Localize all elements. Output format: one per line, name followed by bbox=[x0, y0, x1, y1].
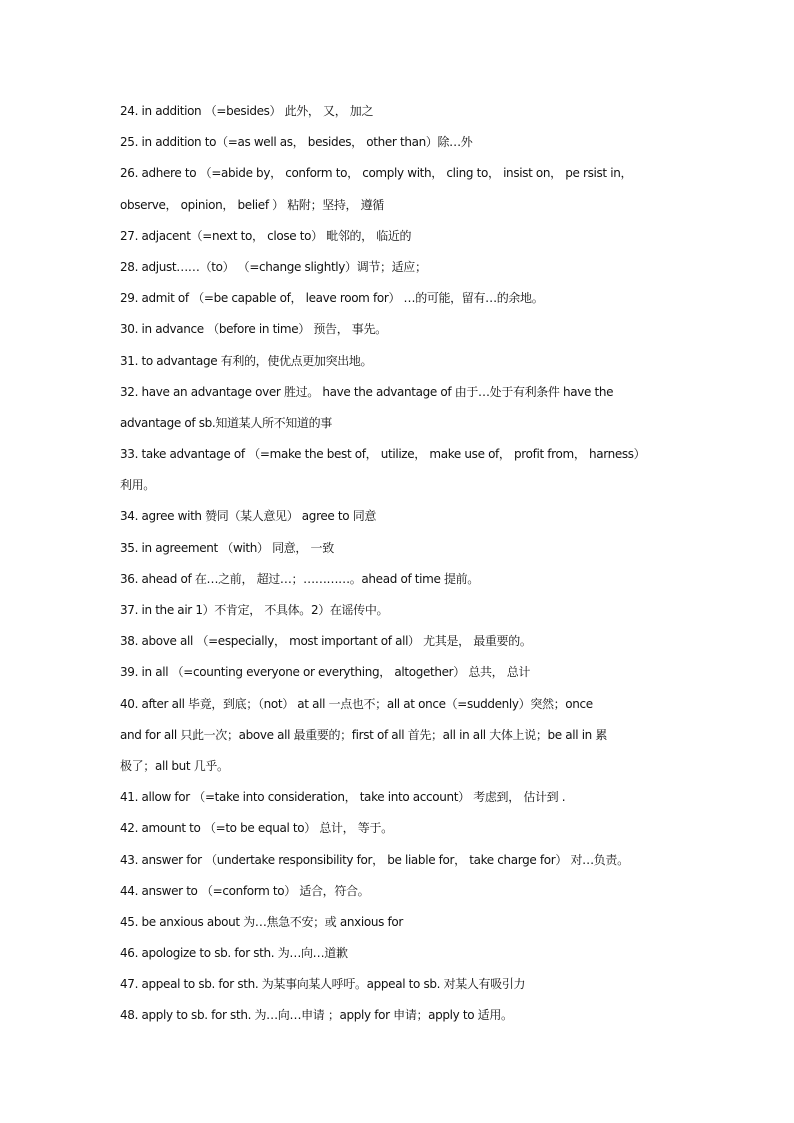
phrase-list bbox=[120, 96, 680, 1032]
text-line: 44. answer to （=conform to） 适合，符合。 bbox=[120, 883, 370, 898]
text-line: 38. above all （=especially， most important of all） 尤其是， 最重要的。 bbox=[120, 634, 532, 649]
text-line: 35. in agreement （with） 同意， 一致 bbox=[120, 540, 334, 555]
text-line: 41. allow for （=take into consideration， take into account） 考虑到， 估计到 . bbox=[120, 790, 566, 805]
text-line: observe， opinion， belief ） 粘附；坚持， 遵循 bbox=[120, 197, 384, 212]
text-line: 39. in all （=counting everyone or everything， altogether） 总共， 总计 bbox=[120, 665, 531, 680]
text-line: 31. to advantage 有利的，使优点更加突出地。 bbox=[120, 353, 373, 368]
text-line: 43. answer for （undertake responsibility for， be liable for， take charge for） 对…负责。 bbox=[120, 852, 629, 867]
text-line: 47. appeal to sb. for sth. 为某事向某人呼吁。appeal to sb. 对某人有吸引力 bbox=[120, 977, 526, 992]
text-line: 32. have an advantage over 胜过。 have the advantage of 由于…处于有利条件 have the bbox=[120, 384, 614, 399]
text-line: 29. admit of （=be capable of， leave room for） …的可能，留有…的余地。 bbox=[120, 291, 544, 306]
text-line: 37. in the air 1）不肯定， 不具体。2）在谣传中。 bbox=[120, 603, 389, 617]
text-line: 24. in addition （=besides） 此外， 又， 加之 bbox=[120, 104, 374, 118]
text-line: 28. adjust……（to） （=change slightly）调节；适应； bbox=[120, 259, 427, 274]
text-line: 34. agree with 赞同（某人意见） agree to 同意 bbox=[120, 509, 377, 524]
text-line: and for all 只此一次；above all 最重要的；first of all 首先；all in all 大体上说；be all in 累 bbox=[120, 727, 608, 742]
text-line: 40. after all 毕竟，到底；（not） at all 一点也不；all at once（=suddenly）突然；once bbox=[120, 696, 593, 711]
text-line: 26. adhere to （=abide by， conform to， comply with， cling to， insist on， pe rsist in， bbox=[120, 166, 633, 181]
text-line: 45. be anxious about 为…焦急不安；或 anxious for bbox=[120, 914, 403, 929]
text-line: 30. in advance （before in time） 预告， 事先。 bbox=[120, 322, 387, 337]
text-line: 利用。 bbox=[120, 478, 155, 493]
text-line: 27. adjacent（=next to， close to） 毗邻的， 临近的 bbox=[120, 228, 412, 243]
text-line: 36. ahead of 在…之前， 超过…；…………。ahead of time 提前。 bbox=[120, 571, 479, 586]
text-line: 46. apologize to sb. for sth. 为…向…道歉 bbox=[120, 946, 348, 961]
text-line: 48. apply to sb. for sth. 为…向…申请 ；apply for 申请；apply to 适用。 bbox=[120, 1008, 513, 1023]
text-line: advantage of sb.知道某人所不知道的事 bbox=[120, 415, 332, 430]
text-line: 42. amount to （=to be equal to） 总计， 等于。 bbox=[120, 821, 393, 836]
text-line: 33. take advantage of （=make the best of， utilize， make use of， profit from， harness） bbox=[120, 447, 646, 462]
text-line: 极了；all but 几乎。 bbox=[120, 758, 229, 773]
text-line: 25. in addition to（=as well as， besides， other than）除…外 bbox=[120, 135, 473, 150]
